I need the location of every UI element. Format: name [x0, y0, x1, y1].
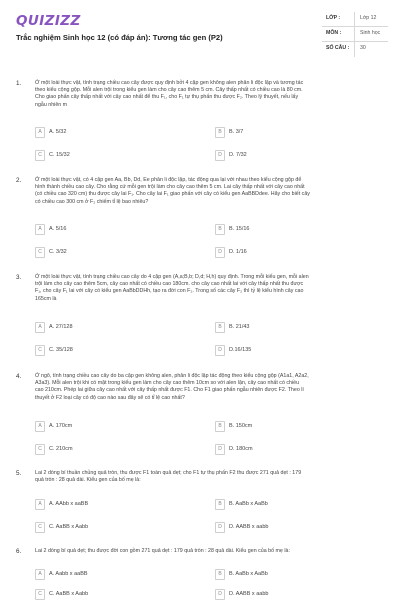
option-text: A. 170cm	[49, 423, 73, 429]
question-number: 6.	[16, 548, 22, 555]
meta-value: Sinh học	[360, 30, 381, 36]
question-number: 5.	[16, 470, 22, 477]
question-text	[35, 548, 385, 555]
option-text: D. 7/32	[229, 152, 247, 158]
question-text	[35, 274, 385, 303]
option-text: D. AABB x aabb	[229, 524, 269, 530]
question-line: cao 210cm. Phép lai giữa cây cao nhất với cây thấp nhất được F1. Cho F1 giao phấn ngẫu nhiên được F2. Theo lí	[35, 387, 304, 394]
question-line: hình thành chiều cao cây. Cho rằng cứ mỗi gen trội làm cho cây cao thêm 5 cm. Lai cây thấp nhất với cây cao nhất	[35, 184, 305, 191]
option-d[interactable]	[215, 522, 383, 533]
option-text: B. AaBb x AaBb	[229, 501, 268, 507]
question-line: theo kiểu cộng gộp. Mỗi alen trội trong kiểu gen làm cho cây cao thêm 5 cm. Cây thấp nhất có chiều cao là 80 cm.	[35, 87, 303, 94]
meta-row-count	[322, 42, 388, 57]
option-d[interactable]	[215, 589, 383, 600]
question-number: 2.	[16, 177, 22, 184]
option-letter-box: D	[215, 247, 225, 258]
question-line: có chiều cao 300 cm ở F₂ chiếm tỉ lệ bao nhiêu?	[35, 198, 149, 205]
option-c[interactable]	[35, 522, 203, 533]
question-line: quả tròn : 28 quả dài. Kiểu gen của bố mẹ là:	[35, 477, 141, 484]
question-line: Ở một loài thực vật, tính trạng chiều cao cây được quy định bởi 4 cặp gen không alen phân li độc lập và tương tác	[35, 80, 304, 86]
option-b[interactable]	[215, 499, 383, 510]
question-5	[16, 470, 388, 538]
option-text: A. Aabb x aaBB	[49, 571, 88, 577]
question-line: Lai 2 dòng bí thuần chủng quả tròn, thu được F1 toàn quả dẹt; cho F1 tự thụ phấn F2 thu được 271 quả dẹt : 179	[35, 470, 302, 476]
option-letter-box: C	[35, 150, 45, 161]
option-text: A. 5/32	[49, 129, 67, 135]
option-text: C. AaBB x Aabb	[49, 591, 89, 597]
option-c[interactable]	[35, 444, 203, 455]
meta-value: 30	[360, 45, 366, 51]
option-text: D.16/135	[229, 347, 252, 353]
option-d[interactable]	[215, 444, 383, 455]
option-text: A. 27/128	[49, 324, 73, 330]
option-letter-box: B	[215, 569, 225, 580]
question-text	[35, 177, 385, 206]
question-line: 165cm là	[35, 295, 57, 302]
meta-row-subject	[322, 27, 388, 42]
option-letter-box: C	[35, 522, 45, 533]
option-letter-box: D	[215, 444, 225, 455]
meta-key: MÔN :	[326, 30, 342, 36]
option-b[interactable]	[215, 569, 383, 580]
meta-value: Lớp 12	[360, 15, 377, 21]
question-line: Ở một loài thực vật, tính trạng chiều cao cây do 4 cặp gen (A,a;B,b; D,d; H,h) quy định. Trong mỗi kiểu gen, mỗi alen	[35, 274, 309, 280]
option-b[interactable]	[215, 224, 383, 235]
question-number: 1.	[16, 80, 22, 87]
question-line: Lai 2 dòng bí quả dẹt; thu được đời con gồm 271 quả dẹt : 179 quả tròn : 28 quả dài. Kiểu gen của bố mẹ là:	[35, 548, 290, 554]
option-a[interactable]	[35, 224, 203, 235]
question-number: 3.	[16, 274, 22, 281]
option-b[interactable]	[215, 127, 383, 138]
option-letter-box: A	[35, 322, 45, 333]
question-line: thuyết ở F2 loại cây có độ cao nào sau đây sẽ có tỉ lệ cao nhất?	[35, 394, 185, 401]
option-c[interactable]	[35, 150, 203, 161]
option-a[interactable]	[35, 421, 203, 432]
option-letter-box: B	[215, 224, 225, 235]
meta-key: LỚP :	[326, 15, 341, 21]
question-line: A3a3). Mỗi alen trội khi có mặt trong kiểu gen làm cho cây cao thêm 10cm so với alen lặn, cây cao nhất có chiều	[35, 380, 300, 387]
question-1	[16, 80, 388, 165]
question-line: trội làm cho cây cao thêm 5cm, cây cao nhất có chiều cao 180cm. cho cây cao nhất lai với cây thấp nhất thu được	[35, 281, 304, 288]
option-letter-box: C	[35, 247, 45, 258]
option-letter-box: C	[35, 345, 45, 356]
option-a[interactable]	[35, 322, 203, 333]
option-letter-box: A	[35, 499, 45, 510]
option-letter-box: B	[215, 127, 225, 138]
question-4	[16, 373, 388, 458]
option-b[interactable]	[215, 322, 383, 333]
option-text: C. AaBB x Aabb	[49, 524, 89, 530]
option-d[interactable]	[215, 150, 383, 161]
question-2	[16, 177, 388, 262]
option-letter-box: D	[215, 345, 225, 356]
option-text: A. 5/16	[49, 226, 67, 232]
question-line: Ở một loài thực vật, có 4 cặp gen Aa, Bb, Dd, Ee phân li độc lập, tác động qua lại với nhau theo kiểu cộng gộp để	[35, 177, 302, 183]
option-text: B. AaBb x AaBb	[229, 571, 268, 577]
option-letter-box: C	[35, 589, 45, 600]
option-text: C. 210cm	[49, 446, 73, 452]
option-letter-box: C	[35, 444, 45, 455]
question-line: F₁, cho cây F₁ lai với cây có kiểu gen AaBbDDHh, tạo ra đời con F₂. Trong số các cây F₂ thì tỷ lệ kiểu hình cây cao	[35, 288, 304, 295]
option-letter-box: A	[35, 421, 45, 432]
option-letter-box: D	[215, 150, 225, 161]
option-letter-box: B	[215, 499, 225, 510]
option-c[interactable]	[35, 589, 203, 600]
option-text: A. AAbb x aaBB	[49, 501, 89, 507]
quizizz-logo: QUIZIZZ	[16, 13, 81, 29]
option-a[interactable]	[35, 127, 203, 138]
meta-key: SỐ CÂU :	[326, 45, 350, 51]
question-text	[35, 80, 385, 109]
option-b[interactable]	[215, 421, 383, 432]
option-c[interactable]	[35, 345, 203, 356]
option-letter-box: A	[35, 224, 45, 235]
option-text: B. 150cm	[229, 423, 253, 429]
question-line: Cho giao phấn cây thấp nhất với cây cao nhất để thu F₁, cho F₁ tự thụ phấn thu được F₂. Theo lý thuyết, nếu lấy	[35, 94, 299, 101]
option-a[interactable]	[35, 499, 203, 510]
meta-row-class	[322, 12, 388, 27]
option-d[interactable]	[215, 345, 383, 356]
option-a[interactable]	[35, 569, 203, 580]
option-text: B. 21/43	[229, 324, 250, 330]
question-number: 4.	[16, 373, 22, 380]
option-text: D. AABB x aabb	[229, 591, 269, 597]
question-text	[35, 470, 385, 484]
option-letter-box: A	[35, 127, 45, 138]
document-header	[0, 0, 400, 68]
option-text: B. 15/16	[229, 226, 250, 232]
question-line: Ở ngô, tính trạng chiều cao cây do ba cặp gen không alen, phân li độc lập tác động theo kiểu cộng gộp (A1a1, A2a2,	[35, 373, 309, 379]
question-text	[35, 373, 385, 402]
option-text: C. 35/128	[49, 347, 73, 353]
option-letter-box: B	[215, 322, 225, 333]
option-letter-box: D	[215, 522, 225, 533]
question-line: ngẫu nhiên m	[35, 101, 68, 108]
question-6	[16, 548, 388, 600]
option-text: C. 15/32	[49, 152, 70, 158]
option-letter-box: A	[35, 569, 45, 580]
option-c[interactable]	[35, 247, 203, 258]
option-text: B. 3/7	[229, 129, 244, 135]
question-3	[16, 274, 388, 359]
option-text: D. 180cm	[229, 446, 253, 452]
document-title: Trắc nghiệm Sinh học 12 (có đáp án): Tương tác gen (P2)	[16, 33, 223, 42]
question-line: (có chiều cao 320 cm) thu được cây lai F₁. Cho cây lai F₁ giao phấn với cây có kiểu gen AaBBDdee. Hãy cho biết cây	[35, 191, 310, 198]
option-letter-box: B	[215, 421, 225, 432]
option-text: D. 1/16	[229, 249, 247, 255]
option-d[interactable]	[215, 247, 383, 258]
option-letter-box: D	[215, 589, 225, 600]
option-text: C. 3/32	[49, 249, 67, 255]
